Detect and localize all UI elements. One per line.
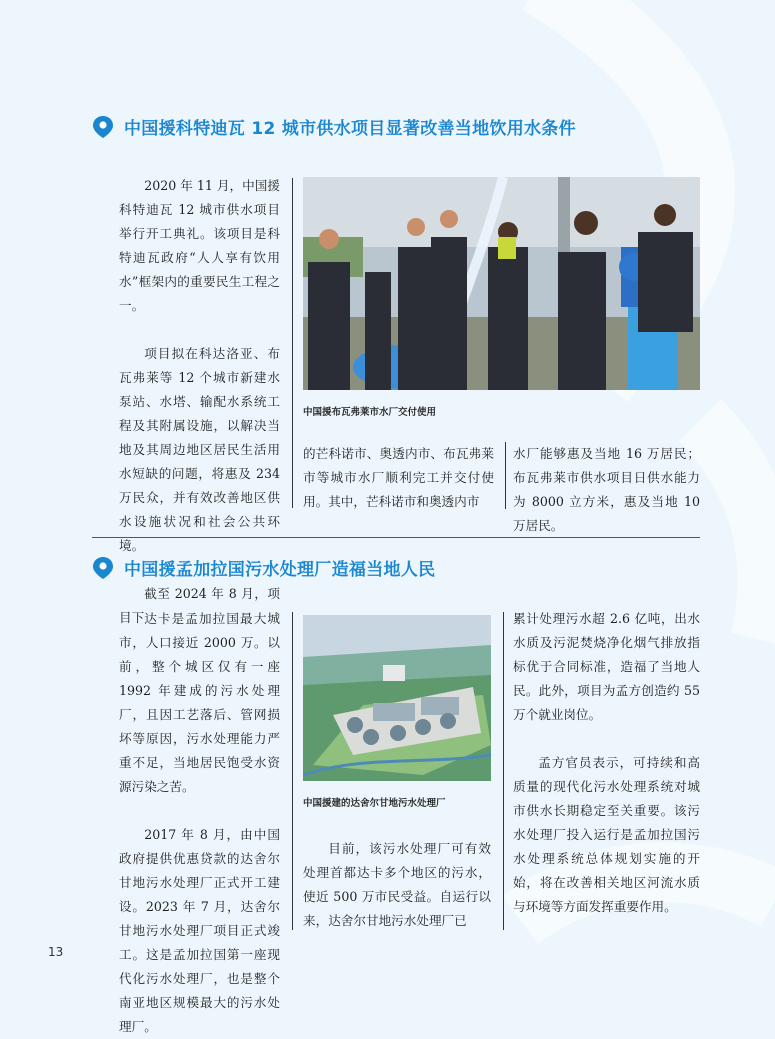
column-divider: [503, 612, 504, 930]
paragraph: 累计处理污水超 2.6 亿吨，出水水质及污泥焚烧净化烟气排放指标优于合同标准，造福了当地人民。此外，项目为孟方创造约 55 万个就业岗位。: [513, 611, 700, 722]
column-divider: [505, 442, 506, 509]
paragraph: 目前，该污水处理厂可有效处理首都达卡多个地区的污水，使近 500 万市民受益。自运行以来，达舍尔甘地污水处理厂已: [303, 841, 491, 928]
section2-left-column: [119, 607, 280, 1039]
paragraph: 孟方官员表示，可持续和高质量的现代化污水处理系统对城市供水长期稳定至关重要。该污水处理厂投入运行是孟加拉国污水处理系统总体规划实施的开始，将在改善相关地区河流水质与环境等方面发挥重要作用。: [513, 755, 700, 914]
section-title-text: 中国援科特迪瓦 12 城市供水项目显著改善当地饮用水条件: [124, 119, 576, 139]
paragraph: 截至 2024 年 8 月，项目下: [119, 586, 280, 625]
section1-right-column: [513, 442, 700, 538]
section2-middle-column: [303, 837, 491, 933]
photo-caption: 中国援建的达舍尔甘地污水处理厂: [303, 798, 446, 809]
section-title-cote-divoire: [92, 114, 576, 139]
page-number: 13: [48, 945, 64, 959]
section-title-bangladesh: [92, 555, 435, 580]
location-pin-icon: [92, 556, 114, 580]
column-divider: [292, 612, 293, 930]
water-plant-photo: [303, 177, 700, 390]
location-pin-icon: [92, 115, 114, 139]
paragraph: 的芒科诺市、奥透内市、布瓦弗莱市等城市水厂顺利完工并交付使用。其中，芒科诺市和奥透内市: [303, 446, 494, 509]
column-divider: [292, 178, 293, 508]
paragraph: 达卡是孟加拉国最大城市，人口接近 2000 万。以前，整个城区仅有一座 1992 年建成的污水处理厂，且因工艺落后、管网损坏等原因，污水处理能力严重不足，当地居民饱受水资源污染之苦。: [119, 611, 280, 794]
sewage-plant-photo: [303, 615, 491, 781]
section-title-text: 中国援孟加拉国污水处理厂造福当地人民: [124, 560, 436, 580]
paragraph: 项目拟在科达洛亚、布瓦弗莱等 12 个城市新建水泵站、水塔、输配水系统工程及其附属设施，以解决当地及其周边地区居民生活用水短缺的问题，将惠及 234 万民众，并有效改善地区供水设施状况和社会公共环境。: [119, 346, 280, 553]
section1-middle-column: [303, 442, 494, 514]
section2-right-column: [513, 607, 700, 919]
paragraph: 水厂能够惠及当地 16 万居民；布瓦弗莱市供水项目日供水能力为 8000 立方米，惠及当地 10 万居民。: [513, 446, 700, 533]
section-divider: [92, 537, 700, 538]
paragraph: 2020 年 11 月，中国援科特迪瓦 12 城市供水项目举行开工典礼。该项目是科特迪瓦政府“人人享有饮用水”框架内的重要民生工程之一。: [119, 178, 280, 313]
photo-caption: 中国援布瓦弗莱市水厂交付使用: [303, 407, 437, 418]
paragraph: 2017 年 8 月，由中国政府提供优惠贷款的达舍尔甘地污水处理厂正式开工建设。2023 年 7 月，达舍尔甘地污水处理厂项目正式竣工。这是孟加拉国第一座现代化污水处理厂，也是整个南亚地区规模最大的污水处理厂。: [119, 827, 280, 1034]
